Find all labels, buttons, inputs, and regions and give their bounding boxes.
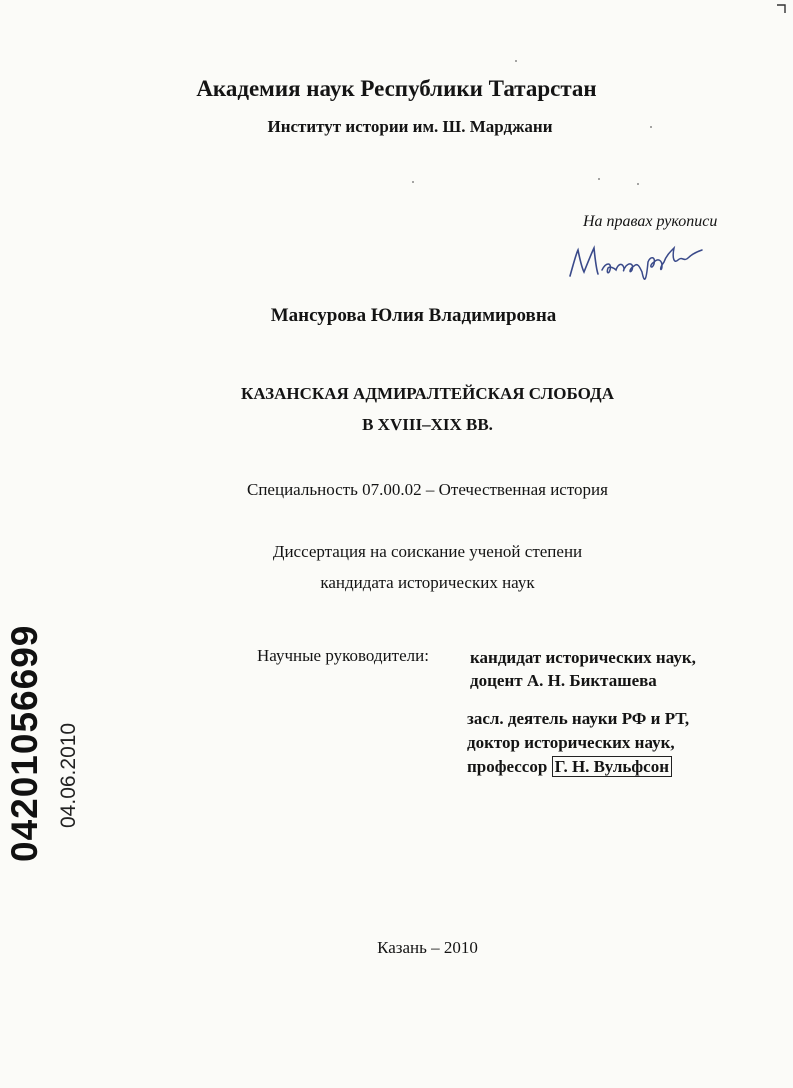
scan-speck [515,60,517,62]
library-stamp-number: 04201056699 [4,624,45,862]
scan-speck [637,183,639,185]
supervisor-1 [470,646,696,692]
institute-name: Институт истории им. Ш. Марджани [267,117,553,136]
library-stamp-date: 04.06.2010 [57,722,80,828]
academy-name: Академия наук Республики Татарстан [196,76,597,101]
scan-speck [598,178,600,180]
handwritten-signature [562,232,712,284]
dissertation-title-line-2: В XVIII–XIX ВВ. [362,415,493,434]
degree-line-2: кандидата исторических наук [320,573,535,592]
manuscript-note: На правах рукописи [583,213,718,230]
supervisor-2-name: Г. Н. Вульфсон [552,756,672,777]
degree-line-1: Диссертация на соискание ученой степени [272,542,583,561]
author-name: Мансурова Юлия Владимировна [270,305,557,326]
supervisor-2 [467,707,689,779]
supervisor-2-rank: профессор [467,757,548,776]
scan-corner-mark [776,4,786,14]
supervisors-label: Научные руководители: [257,646,429,665]
city-year: Казань – 2010 [377,938,478,957]
dissertation-title-line-1: КАЗАНСКАЯ АДМИРАЛТЕЙСКАЯ СЛОБОДА [241,384,614,403]
supervisor-2-degree: доктор исторических наук, [467,733,675,752]
supervisor-1-degree: кандидат исторических наук, [470,648,696,667]
supervisor-2-honor: засл. деятель науки РФ и РТ, [467,709,690,728]
supervisor-2-title-line [467,755,689,779]
scan-speck [412,181,414,183]
supervisor-1-name: доцент А. Н. Бикташева [470,671,657,690]
specialty: Специальность 07.00.02 – Отечественная история [247,480,608,499]
